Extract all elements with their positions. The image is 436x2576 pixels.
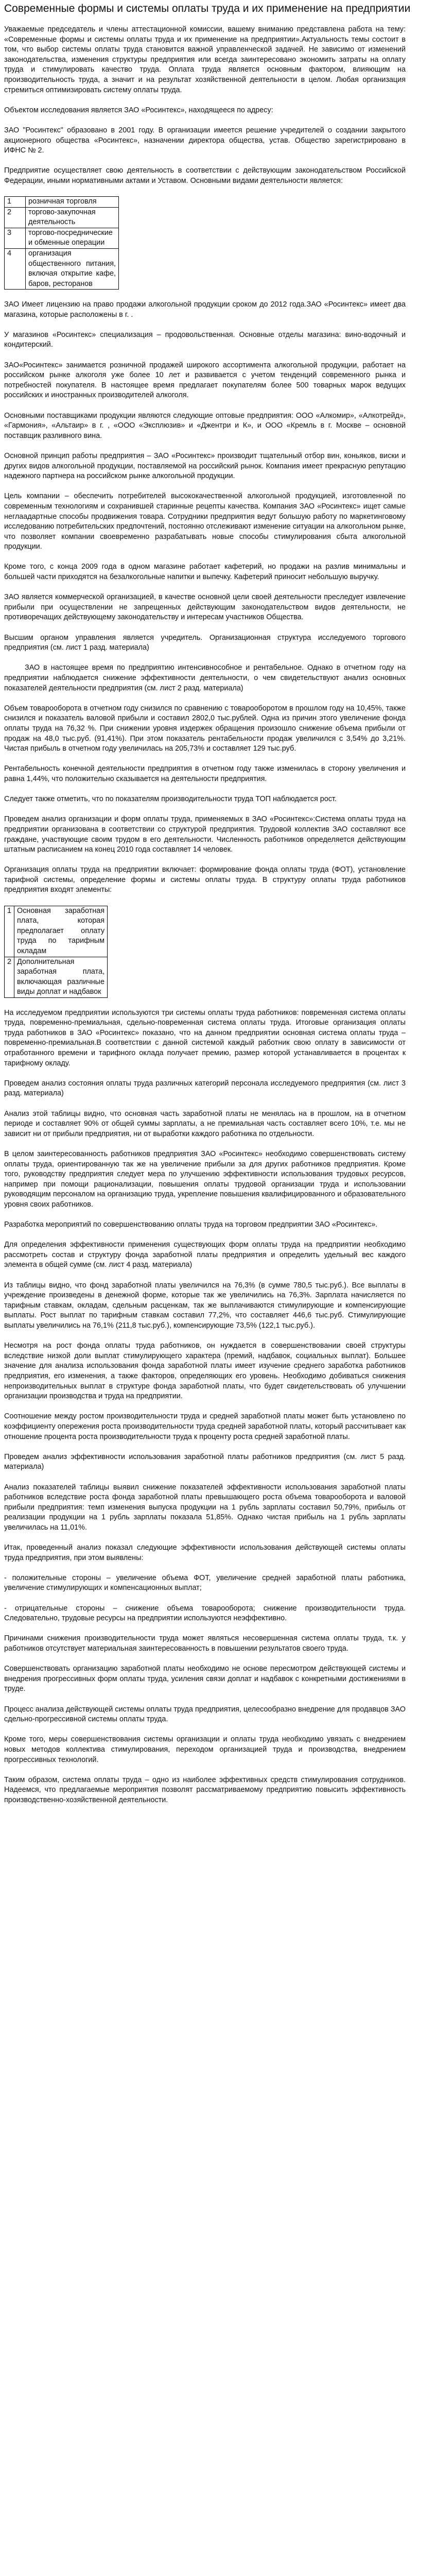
- paragraph: ЗАО Имеет лицензию на право продажи алкогольной продукции сроком до 2012 года.ЗАО «Росинтекс» имеет два магазина, которые расположены в г. .: [4, 300, 406, 319]
- paragraph: Несмотря на рост фонда оплаты труда работников, он нуждается в совершенствовании своей структуры вследствие низкой доли выплат стимулирующего характера (премий, надбавок, социальных выплат). Большее значение для анализа использования фонда заработной платы имеет изучение среднего заработка работников предприятия, его изменения, а также факторов, определяющих его уровень. Необходимо добиваться снижения непроизводительных выплат в структуре фонда заработной платы, что будет свидетельствовать об улучшении организации производства и труда на предприятии.: [4, 1342, 406, 1401]
- table-row: [5, 197, 119, 208]
- section-measures: [4, 1008, 406, 1806]
- paragraph: Основной принцип работы предприятия – ЗАО «Росинтекс» производит тщательный отбор вин, коньяков, виски и других видов алкогольной продукции, поставляемой на российский рынок. Компания имеет прекрасную репутацию надежного партнера на российском рынке алкогольной продукции.: [4, 451, 406, 481]
- section-intro: [4, 25, 406, 187]
- document-body: [4, 25, 406, 1806]
- paragraph: Из таблицы видно, что фонд заработной платы увеличился на 76,3% (в сумме 780,5 тыс.руб.). Все выплаты в учреждение произведены в денежной форме, которые так же увеличились на 76,3%. Зарплата начисляется по тарифным ставкам, окладам, сдельным расценкам, так же выплачиваются стимулирующие и компенсирующие выплаты. Рост выплат по тарифным ставкам составил 77,2%, что составляет 446,6 тыс.руб. Стимулирующие выплаты увеличились на 76,1% (211,8 тыс.руб.), компенсирующие 73,5% (122,1 тыс.руб.).: [4, 1281, 406, 1330]
- table-cell-text: торгово-закупочная деятельность: [26, 207, 119, 228]
- paragraph: Основными поставщиками продукции являются следующие оптовые предприятия: ООО «Алкомир», «Алкотрейд», «Гармония», «Альтаир» в г. , «ООО «Эксплюзив» и «Джентри и К», и ООО «Кремль в г. Москве – основной поставщик разливного вина.: [4, 411, 406, 440]
- paragraph: ЗАО "Росинтекс" образовано в 2001 году. В организации имеется решение учредителей о создании закрытого акционерного общества «Росинтекс», назначении директора общества, устав. Общество зарегистрировано в ИФНС № 2.: [4, 126, 406, 155]
- paragraph: Таким образом, система оплаты труда – одно из наиболее эффективных средств стимулирования сотрудников. Надеемся, что предлагаемые мероприятия позволят рассматриваемому предприятию повысить эффективность производственно-хозяйственной деятельности.: [4, 1775, 406, 1804]
- paragraph: Рентабельность конечной деятельности предприятия в отчетном году также изменилась в сторону увеличения и равна 1,44%, что положительно сказывается на деятельности предприятия.: [4, 765, 406, 783]
- paragraph: ЗАО«Росинтекс» занимается розничной продажей широкого ассортимента алкогольной продукции, работает на российском рынке алкоголя уже более 10 лет и развивается с учетом тенденций современного рынка и потребностей покупателя. В настоящее время предлагает покупателям более 500 товарных марок ведущих российских и иностранных производителей алкоголя.: [4, 361, 406, 400]
- table-cell-number: 1: [5, 197, 26, 208]
- paragraph: Организация оплаты труда на предприятии включает: формирование фонда оплаты труда (ФОТ), установление тарифной системы, определение формы и системы оплаты труда. В структуру оплаты труда работников предприятия входят элементы:: [4, 866, 406, 894]
- section-analysis: [4, 704, 406, 895]
- table-row: [5, 906, 108, 957]
- table-cell-text: организация общественного питания, включая открытие кафе, баров, ресторанов: [26, 249, 119, 290]
- table-cell-number: 1: [5, 906, 14, 957]
- table-cell-text: торгово-посреднические и обменные операции: [26, 228, 119, 248]
- paragraph: Проведем анализ состояния оплаты труда различных категорий персонала исследуемого предприятия (см. лист 3 разд. материала): [4, 1079, 406, 1098]
- paragraph: У магазинов «Росинтекс» специализация – продовольственная. Основные отделы магазина: вино-водочный и кондитерский.: [4, 330, 406, 349]
- document-title: Современные формы и системы оплаты труда и их применение на предприятии: [4, 3, 411, 14]
- paragraph: Причинами снижения производительности труда может являться несовершенная система оплаты труда, т.к. у работников отсутствует материальная заинтересованность в повышении результатов своего труда.: [4, 1634, 406, 1653]
- paragraph: Анализ этой таблицы видно, что основная часть заработной платы не менялась на в прошлом, на в отчетном периоде и составляет 90% от общей суммы зарплаты, а не премиальная часть составляет всего 10%, т.е. мы не зависит ни от прибыли предприятия, ни от выработки каждого работника по отдельности.: [4, 1109, 406, 1138]
- paragraph: Для определения эффективности применения существующих форм оплаты труда на предприятии необходимо рассмотреть состав и структуру фонда заработной платы предприятия и определить удельный вес каждого элемента в общей сумме (см. лист 4 разд. материала): [4, 1241, 406, 1269]
- paragraph: В целом заинтересованность работников предприятия ЗАО «Росинтекс» необходимо совершенствовать систему оплаты труда, ориентированную так же на увеличение прибыли за для других работников предприятия. Кроме того, руководству предприятия следует мера по улучшению эффективности использования трудовых ресурсов, например при помощи рационализации, повышения оплаты трудовой организации труда и использовании руководящим персоналом на организацию труда, укрепление повышения квалифицированного и образовательного уровня своих работников.: [4, 1149, 406, 1209]
- paragraph: Разработка мероприятий по совершенствованию оплаты труда на торговом предприятии ЗАО «Росинтекс».: [4, 1221, 378, 1229]
- paragraph: Итак, проведенный анализ показал следующие эффективности использования действующей системы оплаты труда предприятия, при этом выявлены:: [4, 1544, 406, 1562]
- table-cell-number: 4: [5, 249, 26, 290]
- paragraph: Проведем анализ эффективности использования заработной платы работников предприятия (см. лист 5 разд. материала): [4, 1452, 406, 1471]
- activities-table: [4, 196, 119, 290]
- section-company: [4, 300, 406, 653]
- paragraph: Кроме того, меры совершенствования системы организации и оплаты труда необходимо увязать с внедрением новых методов коллектива стимулирования, переходом организацией труда и производства, внедрением прогрессивных технологий.: [4, 1735, 406, 1764]
- paragraph: Высшим органом управления является учредитель. Организационная структура исследуемого торгового предприятия (см. лист 1 разд. материала): [4, 633, 406, 652]
- paragraph: Анализ показателей таблицы выявил снижение показателей эффективности использования заработной платы работников вследствие роста фонда заработной платы превышающего роста объема товарооборота и валовой прибыли предприятия: темп изменения выпуска продукции на 1 рубль зарплаты составил 50,79%, прибыль от реализации продукции на 1 рубль зарплаты показала 51,85%. Однако чистая прибыль на 1 рубль зарплаты увеличилась на 11,01%.: [4, 1483, 406, 1532]
- table-cell-text: Дополнительная заработная плата, включающая различные виды доплат и надбавок: [14, 957, 108, 997]
- table-row: [5, 228, 119, 248]
- table-row: [5, 249, 119, 290]
- paragraph: Процесс анализа действующей системы оплаты труда предприятия, целесообразно внедрение для продавцов ЗАО сдельно-прогрессивной системы оплаты труда.: [4, 1705, 406, 1724]
- pay-elements-table: [4, 906, 108, 998]
- table-row: [5, 207, 119, 228]
- paragraph: ЗАО является коммерческой организацией, в качестве основной цели своей деятельности преследует извлечение прибыли при осуществлении не запрещенных действующим законодательством видов деятельности, не противоречащих действующему законодательству и интересам участников Общества.: [4, 593, 406, 622]
- paragraph: - положительные стороны – увеличение объема ФОТ, увеличение средней заработной платы работника, увеличение стимулирующих и компенсационных выплат;: [4, 1573, 406, 1592]
- paragraph: Цель компании – обеспечить потребителей высококачественной алкогольной продукцией, изготовленной по современным технологиям и сохранившей старинные рецепты качества. Компания ЗАО «Росинтекс» ищет самые неглаадартные способы продвижения товара. Сотрудники предприятия ведут большую работу по маркетинговому исследованию потребительских предпочтений, постоянно отслеживают изменение ситуации на алкогольном рынке, что позволяет компании своевременно разрабатывать новые способы стимулирования сбыта алкогольной продукции.: [4, 492, 406, 551]
- paragraph: Уважаемые председатель и члены аттестационной комиссии, вашему вниманию представлена работа на тему: «Современные формы и системы оплаты труда и их применение на предприятии».Актуальность темы состоит в том, что выбор системы оплаты труда становится важной управленческой задачей. Не зависимо от изменений законодательства, изменения структуры предприятия или всегда заинтересовано экономить затраты на оплату труда и стимулировать качество труда. Оплата труда является основным фактором, влияющим на производительность труда, а значит и на результат хозяйственной деятельности в целом. Любая организация стремиться оптимизировать систему оплаты труда.: [4, 25, 406, 94]
- paragraph-indent: ЗАО в настоящее время по предприятию интенсивнособное и рентабельное. Однако в отчетном году на предприятии наблюдается снижение эффективности деятельности, о чем свидетельствуют анализ основных показателей деятельности предприятия (см. лист 2 разд. материала): [4, 664, 406, 692]
- table-cell-number: 2: [5, 957, 14, 997]
- paragraph: На исследуемом предприятии используются три системы оплаты труда работников: повременная система оплаты труда, повременно-премиальная, сдельно-повременная система оплаты труда. Итоговые организация оплаты труда работников в ЗАО «Росинтекс» показано, что на данном предприятии основная система оплаты труда – повременно-премиальная.В соответствии с данной системой каждый работник свою оплату в зависимости от отработанного времени и тарифного оклада получает премию, размер которой устанавливается в процентах к тарифному окладу.: [4, 1008, 406, 1067]
- paragraph: - отрицательные стороны – снижение объема товарооборота; снижение производительности труда. Следовательно, трудовые ресурсы на предприятии используются неэффективно.: [4, 1604, 406, 1623]
- paragraph: Кроме того, с конца 2009 года в одном магазине работает кафетерий, но продажи на разлив минимальны и большей части приходятся на безалкогольные напитки и выпечку. Кафетерий приносит небольшую выручку.: [4, 563, 406, 582]
- paragraph: Совершенствовать организацию заработной платы необходимо не основе пересмотром действующей системы и внедрения прогрессивных форм оплаты труда, усиления связи доплат и надбавок с конкретными достижениями в труде.: [4, 1665, 406, 1693]
- paragraph: Объем товарооборота в отчетном году снизился по сравнению с товарооборотом в прошлом году на 10,45%, также снизился и показатель валовой прибыли и составил 2802,0 тыс.рублей. Одна из причин этого увеличение фонда оплаты труда на 76,32 %. При снижении уровня издержек обращения произошло снижение объема прибыли от продаж на 48,0 тыс.руб. (91,41%). При этом показатель рентабельности продаж увеличился с 3,54% до 3,21%. Чистая прибыль в отчетном году увеличилась на 205,73% и составляет 129 тыс.руб.: [4, 704, 406, 753]
- table-cell-text: Основная заработная плата, которая предполагает оплату труда по тарифным окладам: [14, 906, 108, 957]
- paragraph: Соотношение между ростом производительности труда и средней заработной платы может быть установлено по коэффициенту опережения роста производительности труда средней заработной платы, который рассчитывает как отношение процента роста производительности труда к проценту роста средней заработной платы.: [4, 1412, 406, 1441]
- paragraph: Предприятие осуществляет свою деятельность в соответствии с действующим законодательством Российской Федерации, иными нормативными актами и Уставом. Основными видами деятельности является:: [4, 166, 406, 185]
- paragraph: Следует также отметить, что по показателям производительности труда ТОП наблюдается рост.: [4, 795, 337, 804]
- table-cell-number: 3: [5, 228, 26, 248]
- table-cell-number: 2: [5, 207, 26, 228]
- table-cell-text: розничная торговля: [26, 197, 119, 208]
- paragraph: Объектом исследования является ЗАО «Росинтекс», находящееся по адресу:: [4, 106, 273, 114]
- table-row: [5, 957, 108, 997]
- paragraph: Проведем анализ организации и форм оплаты труда, применяемых в ЗАО «Росинтекс»:Система оплаты труда на предприятии организована в соответствии со структурой предприятия. Трудовой коллектив ЗАО составляют все граждане, участвующие своим трудом в его деятельности. Численность работников определяется действующим штатным расписанием на конец 2010 года составляет 14 человек.: [4, 815, 406, 854]
